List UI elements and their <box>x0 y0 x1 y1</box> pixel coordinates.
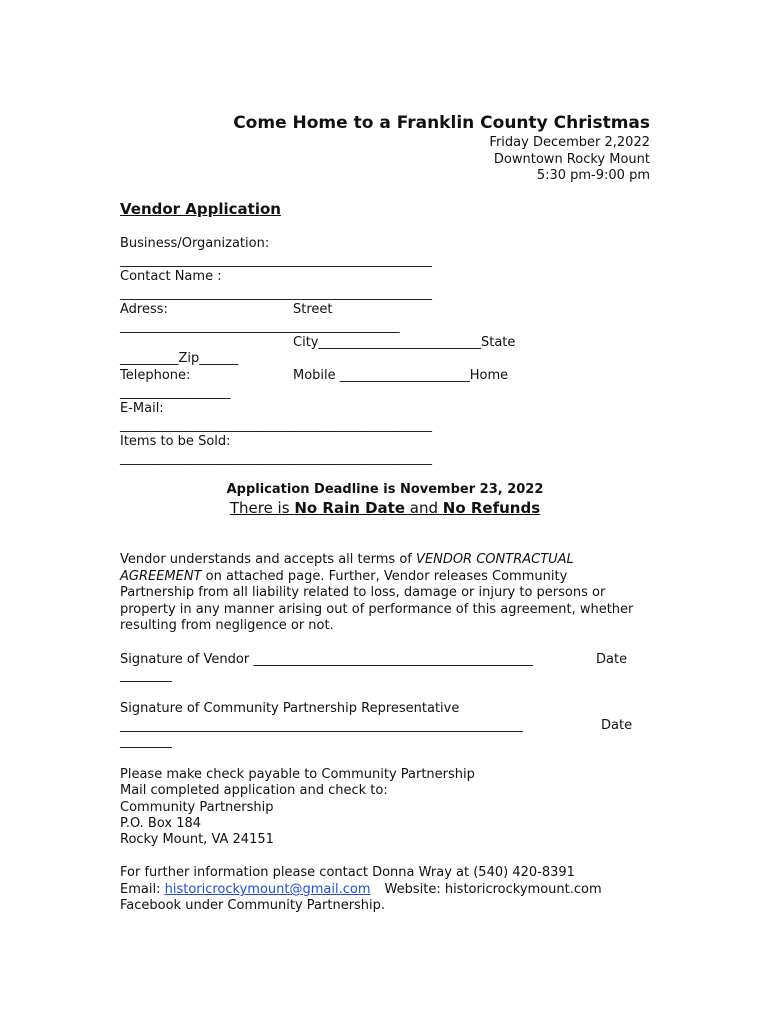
terms-paragraph <box>120 552 640 635</box>
vendor-date-line[interactable]: ________ <box>120 668 172 683</box>
vendor-date-label: Date <box>596 652 628 667</box>
contact-name-label: Contact Name : <box>120 269 222 284</box>
telephone-label: Telephone: <box>120 368 191 383</box>
items-label: Items to be Sold: <box>120 434 231 449</box>
event-location: Downtown Rocky Mount <box>493 152 650 167</box>
payment-line-5: Rocky Mount, VA 24151 <box>120 832 274 847</box>
business-label: Business/Organization: <box>120 236 270 251</box>
facebook-info: Facebook under Community Partnership. <box>120 898 386 913</box>
rain-pre: There is <box>229 499 295 517</box>
street-label: Street <box>293 302 333 317</box>
mobile-home-field[interactable]: Mobile ____________________Home <box>293 368 509 383</box>
city-state-field[interactable]: City_________________________State <box>293 335 516 350</box>
deadline-notice: Application Deadline is November 23, 2022 <box>226 482 544 497</box>
contact-info: For further information please contact Donna Wray at (540) 420-8391 <box>120 865 575 880</box>
email-field-line[interactable]: ________________________________________________ <box>120 418 432 433</box>
event-title: Come Home to a Franklin County Christmas <box>233 113 650 133</box>
payment-line-2: Mail completed application and check to: <box>120 783 388 798</box>
form-heading: Vendor Application <box>120 200 281 218</box>
payment-line-4: P.O. Box 184 <box>120 816 202 831</box>
contact-email-row <box>120 882 602 898</box>
payment-line-3: Community Partnership <box>120 800 274 815</box>
zip-field[interactable]: _________Zip______ <box>120 351 239 366</box>
rep-signature-line[interactable]: ______________________________________________________________ <box>120 718 523 733</box>
email-prefix: Email: <box>120 882 165 897</box>
no-refunds: No Refunds <box>442 499 541 517</box>
event-time: 5:30 pm-9:00 pm <box>536 168 650 183</box>
no-rain-date: No Rain Date <box>294 499 406 517</box>
rep-date-label: Date <box>601 718 633 733</box>
address-label: Adress: <box>120 302 168 317</box>
email-link[interactable]: historicrockymount@gmail.com <box>164 882 371 897</box>
agreement-title: VENDOR CONTRACTUAL AGREEMENT <box>120 552 574 584</box>
terms-part2: on attached page. Further, Vendor releases Community Partnership from all liability related to loss, damage or injury to persons or property in any manner arising out of performance of this agreement, whether resulting from negligence or not. <box>120 568 634 633</box>
payment-line-1: Please make check payable to Community Partnership <box>120 767 475 782</box>
rain-mid: and <box>405 499 443 517</box>
business-field-line[interactable]: ________________________________________________ <box>120 253 432 268</box>
terms-part1: Vendor understands and accepts all terms of <box>120 552 416 567</box>
vendor-signature-line[interactable]: Signature of Vendor ___________________________________________ <box>120 652 533 667</box>
street-field-line[interactable]: ___________________________________________ <box>120 319 400 334</box>
email-label: E-Mail: <box>120 401 164 416</box>
telephone-field-line[interactable]: _________________ <box>120 385 231 400</box>
event-date: Friday December 2,2022 <box>489 135 650 150</box>
rep-signature-label: Signature of Community Partnership Representative <box>120 701 460 716</box>
rain-refund-notice <box>0 499 770 517</box>
contact-name-field-line[interactable]: ________________________________________________ <box>120 286 432 301</box>
rep-date-line[interactable]: ________ <box>120 734 172 749</box>
website-text: Website: historicrockymount.com <box>384 882 602 897</box>
items-field-line[interactable]: ________________________________________________ <box>120 451 432 466</box>
